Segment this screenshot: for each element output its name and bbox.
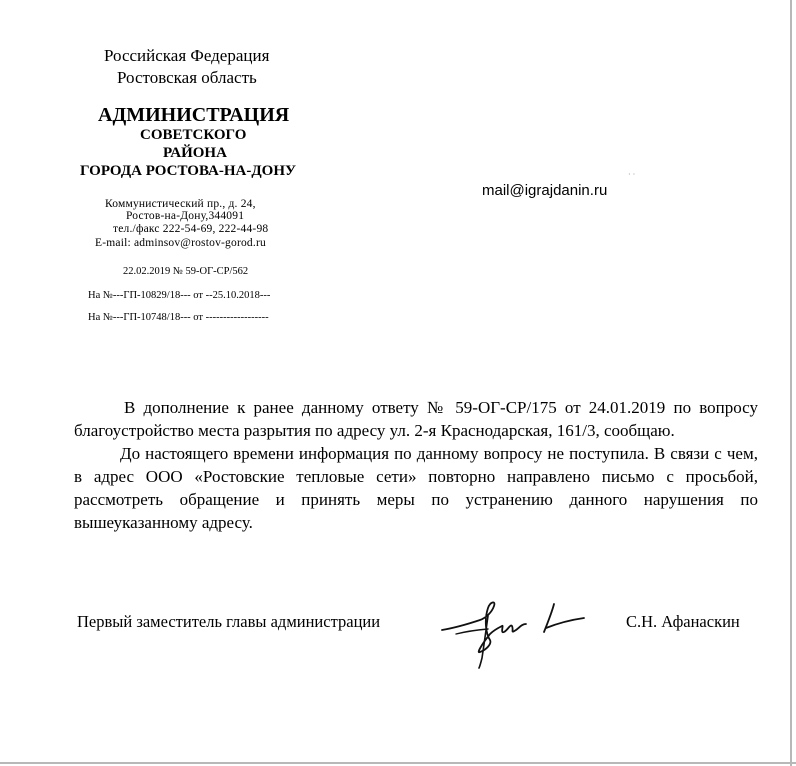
country-name: Российская Федерация	[104, 46, 270, 65]
address-line-street: Коммунистический пр., д. 24,	[105, 198, 256, 210]
admin-district-line: СОВЕТСКОГО	[140, 127, 247, 143]
outgoing-date-number: 22.02.2019 № 59-ОГ-СР/562	[123, 266, 249, 277]
signatory-position: Первый заместитель главы администрации	[77, 612, 381, 631]
page-border-right	[790, 0, 792, 766]
body-paragraph-2: До настоящего времени информация по данному вопросу не поступила. В связи с чем, в адрес ООО «Ростовские тепловые сети» повторно направлено письмо с просьбой, рассмотреть обращение и принять меры по устранению данного нарушения по вышеуказанному адресу.	[74, 444, 758, 532]
region-name: Ростовская область	[117, 68, 257, 87]
recipient-email: mail@igrajdanin.ru	[482, 182, 608, 199]
body-paragraph-1: В дополнение к ранее данному ответу № 59-ОГ-СР/175 от 24.01.2019 по вопросу благоустройство места разрытия по адресу ул. 2-я Краснодарская, 161/3, сообщаю.	[74, 398, 758, 440]
incoming-reference-2: На №---ГП-10748/18--- от ------------------	[88, 312, 269, 323]
page-border-bottom	[0, 762, 796, 764]
admin-rayon-line: РАЙОНА	[163, 145, 227, 161]
letter-body	[74, 396, 758, 534]
incoming-reference-1: На №---ГП-10829/18--- от --25.10.2018---	[88, 290, 271, 301]
admin-city-line: ГОРОДА РОСТОВА-НА-ДОНУ	[80, 163, 297, 179]
recipient-mark: · ·	[628, 170, 636, 179]
address-line-city: Ростов-на-Дону,344091	[126, 210, 245, 222]
admin-title: АДМИНИСТРАЦИЯ	[98, 104, 290, 126]
handwritten-signature	[436, 590, 596, 670]
email-line: E-mail: adminsov@rostov-gorod.ru	[95, 237, 266, 249]
phone-fax-line: тел./факс 222-54-69, 222-44-98	[113, 223, 269, 235]
signatory-name: С.Н. Афанаскин	[626, 612, 740, 631]
